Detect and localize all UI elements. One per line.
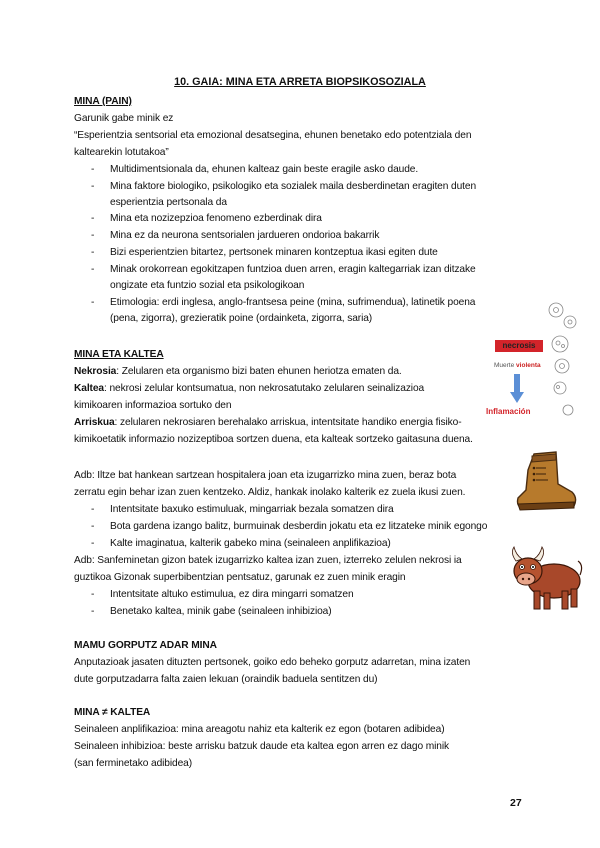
mamu-text-1: Anputazioak jasaten dituzten pertsonek, goiko edo beheko gorputz adarretan, mina izaten bbox=[74, 657, 471, 668]
bullet-dash: - bbox=[91, 538, 95, 549]
example-2-line-2: guztikoa Gizonak superbibentzian pentsatuz, garunak ez zuen minik eragin bbox=[74, 572, 406, 583]
bullet-item-cont: esperientzia pertsonala da bbox=[110, 197, 227, 208]
nekrosia-definition bbox=[74, 365, 402, 378]
page-title: 10. GAIA: MINA ETA ARRETA BIOPSIKOSOZIALA bbox=[174, 76, 426, 88]
example-1-line-2: zerratu egin behar izan zuen kentzeko. Aldiz, hankak inolako kalterik ez zuela ikusi zuen. bbox=[74, 487, 466, 498]
inhibition-line-cont: (san ferminetako adibidea) bbox=[74, 758, 193, 769]
bullet-dash: - bbox=[91, 247, 95, 258]
muerte-violenta-label bbox=[494, 362, 541, 369]
bullet-item: Bizi esperientzien bitartez, pertsonek minaren kontzeptua ikasi egiten dute bbox=[110, 247, 438, 258]
arriskua-text: : zelularen nekrosiaren berehalako arriskua, intentsitate handiko energia fisiko- bbox=[114, 417, 462, 428]
mamu-text-2: dute gorputzadarra falta zaien lekuan (oraindik baduela sentitzen du) bbox=[74, 674, 378, 685]
bullet-item: Benetako kaltea, minik gabe (seinaleen inhibizioa) bbox=[110, 606, 332, 617]
bullet-item: Minak orokorrean egokitzapen funtzioa duen arren, eragin kaltegarriak izan ditzake bbox=[110, 264, 476, 275]
bullet-item: Mina eta nozizepzioa fenomeno ezberdinak dira bbox=[110, 213, 322, 224]
bullet-item: Bota gardena izango balitz, burmuinak desberdin jokatu eta ez litzateke minik egongo bbox=[110, 521, 488, 532]
nekrosia-text: : Zelularen eta organismo bizi baten ehunen heriotza ematen da. bbox=[116, 366, 402, 377]
intro-line: Garunik gabe minik ez bbox=[74, 113, 174, 124]
bullet-dash: - bbox=[91, 504, 95, 515]
bullet-dash: - bbox=[91, 213, 95, 224]
inhibition-line: Seinaleen inhibizioa: beste arrisku batzuk daude eta kaltea egon arren ez dago minik bbox=[74, 741, 450, 752]
bullet-item-cont: ongizate eta funtzio sozial eta psikologikoan bbox=[110, 280, 305, 291]
down-arrow-icon bbox=[510, 374, 524, 404]
term-kaltea: Kaltea bbox=[74, 383, 104, 394]
bullet-item: Etimologia: erdi inglesa, anglo-frantsesa peine (mina, sufrimendua), latinetik poena bbox=[110, 297, 476, 308]
bullet-dash: - bbox=[91, 521, 95, 532]
section-heading-mina-ne-kaltea: MINA ≠ KALTEA bbox=[74, 707, 151, 718]
bullet-item-cont: (pena, zigorra), grezieratik poine (ordainketa, zigorra, saria) bbox=[110, 313, 373, 324]
muerte-text: Muerte bbox=[494, 362, 517, 369]
bullet-dash: - bbox=[91, 264, 95, 275]
term-nekrosia: Nekrosia bbox=[74, 366, 117, 377]
violenta-text: violenta bbox=[516, 362, 541, 369]
arriskua-text-cont: kimikoetatik informazio nozizeptiboa sortzen duena, eta kalteak sortzeko gaitasuna duena. bbox=[74, 434, 473, 445]
kaltea-text-cont: kimikoaren informazioa sortuko den bbox=[74, 400, 232, 411]
bullet-dash: - bbox=[91, 297, 95, 308]
bullet-dash: - bbox=[91, 181, 95, 192]
bull-illustration bbox=[508, 545, 584, 613]
bullet-item: Intentsitate altuko estimulua, ez dira mingarri somatzen bbox=[110, 589, 354, 600]
necrosis-figure bbox=[486, 300, 582, 426]
example-2-line-1: Adb: Sanfeminetan gizon batek izugarrizko kaltea izan zuen, izterreko zelulen nekrosi ia bbox=[74, 555, 462, 566]
bullet-item: Multidimentsionala da, ehunen kalteaz gain beste eragile asko daude. bbox=[110, 164, 419, 175]
bullet-dash: - bbox=[91, 230, 95, 241]
arriskua-definition bbox=[74, 416, 462, 429]
bullet-dash: - bbox=[91, 589, 95, 600]
kaltea-text: : nekrosi zelular kontsumatua, non nekrosatutako zelularen seinalizazioa bbox=[103, 383, 425, 394]
inflamacion-label: Inflamación bbox=[486, 407, 531, 416]
quote-line-1: “Esperientzia sentsorial eta emozional desatsegina, ehunen benetako edo potentziala den bbox=[74, 130, 472, 141]
bullet-dash: - bbox=[91, 164, 95, 175]
section-heading-mina: MINA (PAIN) bbox=[74, 96, 132, 107]
section-heading-mina-eta-kaltea: MINA ETA KALTEA bbox=[74, 349, 164, 360]
term-arriskua: Arriskua bbox=[74, 417, 115, 428]
amplification-line: Seinaleen anplifikazioa: mina areagotu nahiz eta kalterik ez egon (botaren adibidea) bbox=[74, 724, 445, 735]
quote-line-2: kaltearekin lotutakoa” bbox=[74, 147, 169, 158]
kaltea-definition bbox=[74, 382, 424, 395]
bullet-item: Intentsitate baxuko estimuluak, mingarriak bezala somatzen dira bbox=[110, 504, 394, 515]
necrosis-label: necrosis bbox=[495, 340, 543, 352]
section-heading-mamu: MAMU GORPUTZ ADAR MINA bbox=[74, 640, 217, 651]
boot-illustration bbox=[512, 450, 578, 516]
bullet-item: Mina ez da neurona sentsorialen jardueren ondorioa bakarrik bbox=[110, 230, 380, 241]
bullet-item: Kalte imaginatua, kalterik gabeko mina (seinaleen anplifikazioa) bbox=[110, 538, 391, 549]
example-1-line-1: Adb: Iltze bat hankean sartzean hospitalera joan eta izugarrizko mina zuen, beraz bota bbox=[74, 470, 457, 481]
bullet-dash: - bbox=[91, 606, 95, 617]
page-number: 27 bbox=[510, 797, 522, 809]
bullet-item: Mina faktore biologiko, psikologiko eta sozialek maila desberdinetan eragiten duten bbox=[110, 181, 477, 192]
